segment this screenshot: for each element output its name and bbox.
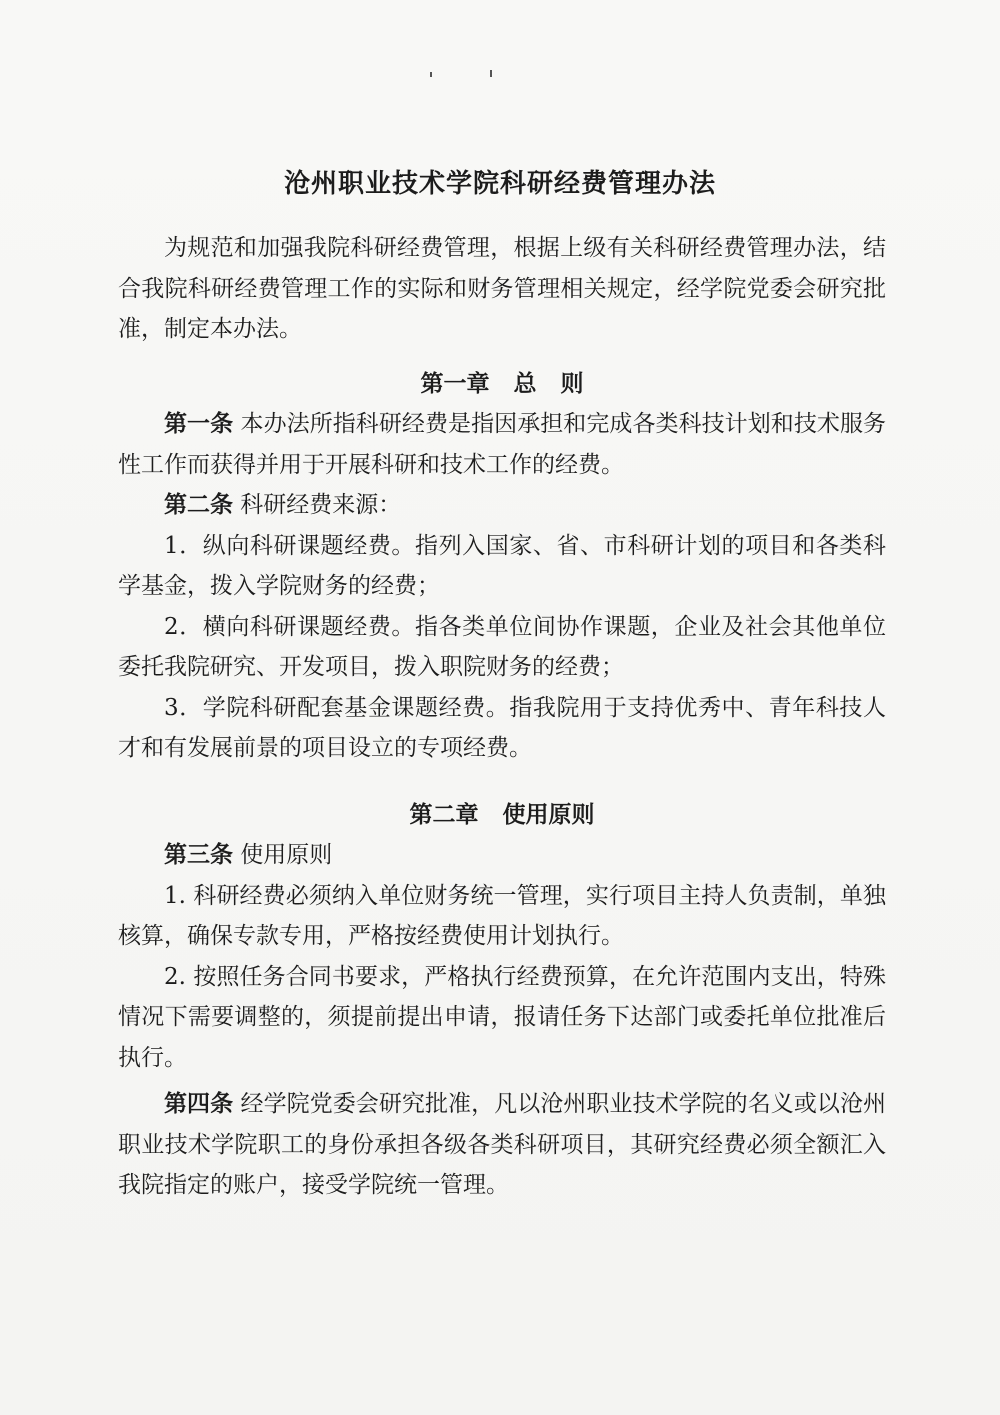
article-3-text: 使用原则 [233,842,333,868]
article-1-text: 本办法所指科研经费是指因承担和完成各类科技计划和技术服务性工作而获得并用于开展科研和技术工作的经费。 [118,411,887,478]
article-2-item: 1．纵向科研课题经费。指列入国家、省、市科研计划的项目和各类科学基金，拨入学院财务的经费； [118,532,886,599]
article-3 [118,835,886,876]
article-2-item: 2．横向科研课题经费。指各类单位间协作课题，企业及社会其他单位委托我院研究、开发项目，拨入职院财务的经费； [118,613,886,680]
article-3-item: 2. 按照任务合同书要求，严格执行经费预算，在允许范围内支出，特殊情况下需要调整的，须提前提出申请，报请任务下达部门或委托单位批准后执行。 [118,963,886,1071]
preamble-paragraph: 为规范和加强我院科研经费管理，根据上级有关科研经费管理办法，结合我院科研经费管理工作的实际和财务管理相关规定，经学院党委会研究批准，制定本办法。 [118,235,886,342]
article-2-text: 科研经费来源： [233,492,402,518]
chapter-2-heading: 第二章 使用原则 [409,800,595,828]
document-body [118,228,886,1206]
article-2 [118,485,886,526]
article-4-text: 经学院党委会研究批准，凡以沧州职业技术学院的名义或以沧州职业技术学院职工的身份承担各级各类科研项目，其研究经费必须全额汇入我院指定的账户，接受学院统一管理。 [118,1091,887,1198]
article-2-item: 3．学院科研配套基金课题经费。指我院用于支持优秀中、青年科技人才和有发展前景的项目设立的专项经费。 [118,694,886,761]
article-4 [118,1084,886,1206]
article-4-label: 第四条 [164,1090,234,1117]
article-2-label: 第二条 [164,491,233,518]
document-title: 沧州职业技术学院科研经费管理办法 [283,169,716,199]
chapter-1-heading: 第一章 总 则 [420,369,584,397]
article-1-label: 第一条 [164,410,234,437]
article-3-item: 1. 科研经费必须纳入单位财务统一管理，实行项目主持人负责制，单独核算，确保专款专用，严格按经费使用计划执行。 [118,882,886,949]
article-1 [118,404,886,485]
scan-mark [430,70,500,80]
article-3-label: 第三条 [164,841,233,868]
